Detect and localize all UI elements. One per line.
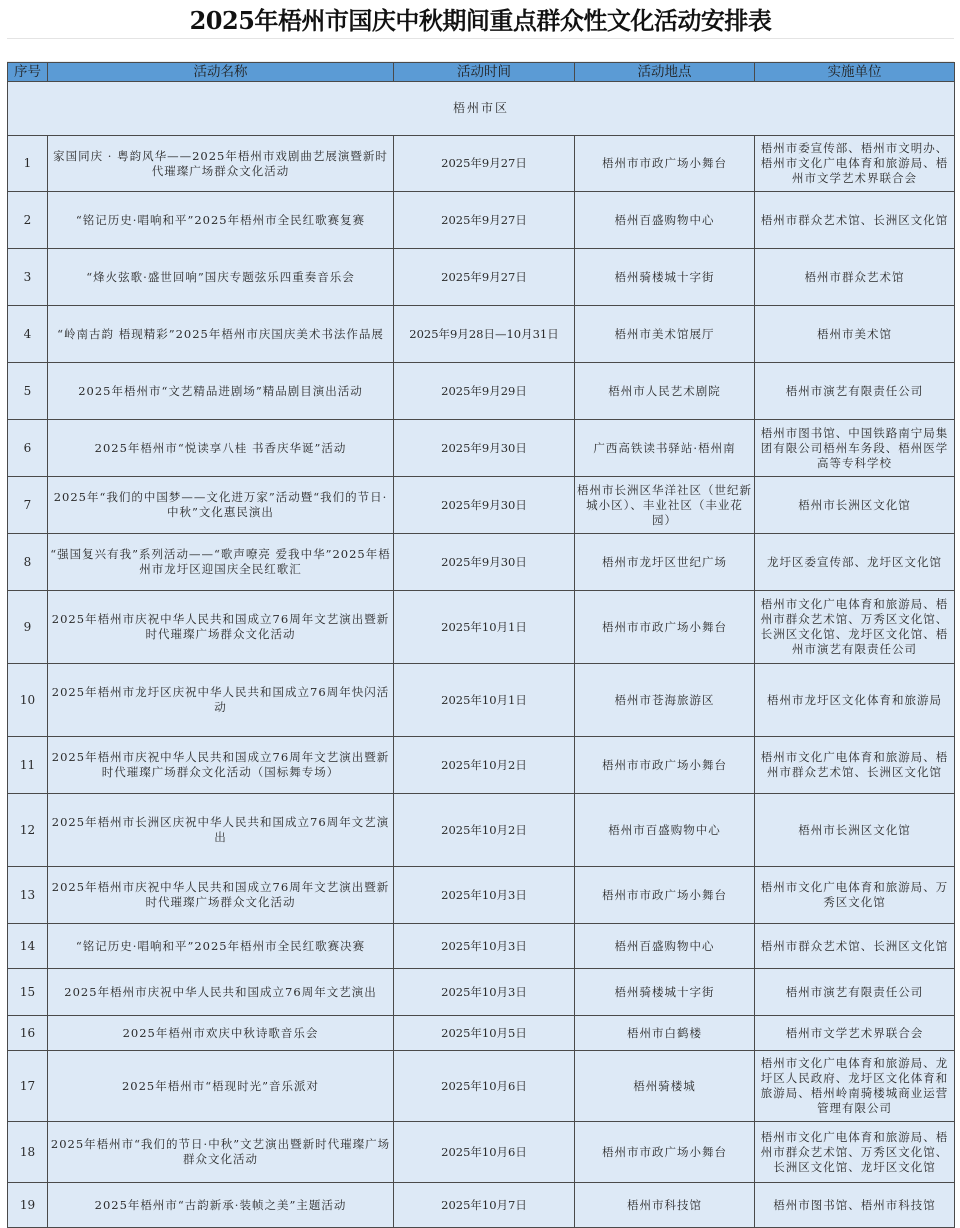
cell-activity-time: 2025年10月3日 — [394, 867, 575, 924]
cell-activity-time: 2025年10月2日 — [394, 737, 575, 794]
cell-activity-place: 梧州骑楼城 — [575, 1051, 755, 1122]
cell-activity-time: 2025年9月27日 — [394, 136, 575, 192]
column-header-seq: 序号 — [8, 63, 48, 82]
cell-seq: 15 — [8, 969, 48, 1016]
cell-activity-time: 2025年10月7日 — [394, 1183, 575, 1228]
cell-activity-place: 梧州市龙圩区世纪广场 — [575, 534, 755, 591]
cell-activity-time: 2025年10月5日 — [394, 1016, 575, 1051]
column-header-name: 活动名称 — [48, 63, 394, 82]
cell-activity-name: 2025年梧州市“梧现时光”音乐派对 — [48, 1051, 394, 1122]
cell-organizer: 梧州市图书馆、梧州市科技馆 — [755, 1183, 955, 1228]
table-row — [8, 534, 955, 591]
cell-activity-name: 2025年梧州市庆祝中华人民共和国成立76周年文艺演出暨新时代璀璨广场群众文化活动（国标舞专场） — [48, 737, 394, 794]
cell-activity-place: 梧州市市政广场小舞台 — [575, 737, 755, 794]
cell-seq: 3 — [8, 249, 48, 306]
cell-activity-name: 2025年梧州市欢庆中秋诗歌音乐会 — [48, 1016, 394, 1051]
cell-activity-name: “烽火弦歌·盛世回响”国庆专题弦乐四重奏音乐会 — [48, 249, 394, 306]
column-header-place: 活动地点 — [575, 63, 755, 82]
cell-seq: 16 — [8, 1016, 48, 1051]
cell-seq: 12 — [8, 794, 48, 867]
cell-activity-place: 梧州市白鹤楼 — [575, 1016, 755, 1051]
cell-activity-name: 2025年梧州市长洲区庆祝中华人民共和国成立76周年文艺演出 — [48, 794, 394, 867]
cell-activity-time: 2025年9月30日 — [394, 534, 575, 591]
cell-organizer: 梧州市文化广电体育和旅游局、梧州市群众艺术馆、万秀区文化馆、长洲区文化馆、龙圩区文化馆 — [755, 1122, 955, 1183]
cell-organizer: 梧州市文化广电体育和旅游局、梧州市群众艺术馆、长洲区文化馆 — [755, 737, 955, 794]
cell-activity-name: 2025年梧州市“我们的节日·中秋”文艺演出暨新时代璀璨广场群众文化活动 — [48, 1122, 394, 1183]
cell-seq: 7 — [8, 477, 48, 534]
table-row — [8, 1122, 955, 1183]
cell-activity-time: 2025年9月30日 — [394, 420, 575, 477]
cell-activity-place: 梧州市百盛购物中心 — [575, 794, 755, 867]
table-row — [8, 192, 955, 249]
cell-activity-name: 2025年梧州市龙圩区庆祝中华人民共和国成立76周年快闪活动 — [48, 664, 394, 737]
cell-activity-place: 梧州骑楼城十字街 — [575, 249, 755, 306]
cell-organizer: 梧州市群众艺术馆、长洲区文化馆 — [755, 192, 955, 249]
table-row — [8, 477, 955, 534]
cell-organizer: 梧州市长洲区文化馆 — [755, 477, 955, 534]
cell-seq: 8 — [8, 534, 48, 591]
table-row — [8, 306, 955, 363]
cell-organizer: 梧州市美术馆 — [755, 306, 955, 363]
cell-activity-place: 广西高铁读书驿站·梧州南 — [575, 420, 755, 477]
cell-seq: 5 — [8, 363, 48, 420]
cell-activity-name: 2025年梧州市“文艺精品进剧场”精品剧目演出活动 — [48, 363, 394, 420]
cell-activity-name: “铭记历史·唱响和平”2025年梧州市全民红歌赛决赛 — [48, 924, 394, 969]
cell-activity-time: 2025年9月30日 — [394, 477, 575, 534]
table-row — [8, 737, 955, 794]
cell-organizer: 梧州市长洲区文化馆 — [755, 794, 955, 867]
cell-seq: 19 — [8, 1183, 48, 1228]
table-row — [8, 924, 955, 969]
cell-seq: 18 — [8, 1122, 48, 1183]
region-row — [8, 82, 955, 136]
table-row — [8, 969, 955, 1016]
cell-activity-place: 梧州市科技馆 — [575, 1183, 755, 1228]
table-row — [8, 1016, 955, 1051]
cell-organizer: 梧州市演艺有限责任公司 — [755, 969, 955, 1016]
cell-activity-time: 2025年10月2日 — [394, 794, 575, 867]
cell-seq: 13 — [8, 867, 48, 924]
cell-organizer: 梧州市委宣传部、梧州市文明办、梧州市文化广电体育和旅游局、梧州市文学艺术界联合会 — [755, 136, 955, 192]
cell-seq: 11 — [8, 737, 48, 794]
cell-activity-place: 梧州百盛购物中心 — [575, 924, 755, 969]
table-row — [8, 420, 955, 477]
cell-activity-place: 梧州市市政广场小舞台 — [575, 136, 755, 192]
cell-activity-time: 2025年10月3日 — [394, 924, 575, 969]
cell-seq: 2 — [8, 192, 48, 249]
cell-activity-time: 2025年9月28日—10月31日 — [394, 306, 575, 363]
cell-seq: 10 — [8, 664, 48, 737]
cell-activity-name: 2025年梧州市“古韵新承·装帧之美”主题活动 — [48, 1183, 394, 1228]
table-row — [8, 867, 955, 924]
cell-seq: 1 — [8, 136, 48, 192]
cell-activity-place: 梧州市市政广场小舞台 — [575, 1122, 755, 1183]
spreadsheet — [7, 0, 954, 1228]
cell-organizer: 梧州市文学艺术界联合会 — [755, 1016, 955, 1051]
cell-seq: 6 — [8, 420, 48, 477]
cell-activity-name: 家国同庆 · 粤韵风华——2025年梧州市戏剧曲艺展演暨新时代璀璨广场群众文化活动 — [48, 136, 394, 192]
cell-activity-place: 梧州市美术馆展厅 — [575, 306, 755, 363]
cell-activity-time: 2025年9月27日 — [394, 249, 575, 306]
cell-organizer: 梧州市演艺有限责任公司 — [755, 363, 955, 420]
table-row — [8, 363, 955, 420]
cell-activity-name: 2025年梧州市庆祝中华人民共和国成立76周年文艺演出暨新时代璀璨广场群众文化活动 — [48, 591, 394, 664]
cell-activity-time: 2025年10月1日 — [394, 591, 575, 664]
cell-seq: 9 — [8, 591, 48, 664]
header-row — [8, 63, 955, 82]
activity-schedule-table — [7, 62, 955, 1228]
cell-activity-place: 梧州市长洲区华洋社区（世纪新城小区）、丰业社区（丰业花园） — [575, 477, 755, 534]
cell-organizer: 梧州市文化广电体育和旅游局、梧州市群众艺术馆、万秀区文化馆、长洲区文化馆、龙圩区文化馆、梧州市演艺有限责任公司 — [755, 591, 955, 664]
cell-activity-place: 梧州市市政广场小舞台 — [575, 591, 755, 664]
cell-organizer: 梧州市群众艺术馆 — [755, 249, 955, 306]
cell-activity-name: 2025年梧州市庆祝中华人民共和国成立76周年文艺演出暨新时代璀璨广场群众文化活动 — [48, 867, 394, 924]
cell-activity-place: 梧州骑楼城十字街 — [575, 969, 755, 1016]
column-header-time: 活动时间 — [394, 63, 575, 82]
cell-activity-name: “强国复兴有我”系列活动——“歌声嘹亮 爱我中华”2025年梧州市龙圩区迎国庆全民红歌汇 — [48, 534, 394, 591]
region-label: 梧州市区 — [8, 82, 955, 136]
cell-organizer: 梧州市龙圩区文化体育和旅游局 — [755, 664, 955, 737]
table-row — [8, 249, 955, 306]
table-row — [8, 1051, 955, 1122]
cell-activity-place: 梧州市苍海旅游区 — [575, 664, 755, 737]
cell-activity-name: 2025年梧州市“悦读享八桂 书香庆华诞”活动 — [48, 420, 394, 477]
cell-organizer: 梧州市文化广电体育和旅游局、龙圩区人民政府、龙圩区文化体育和旅游局、梧州岭南骑楼城商业运营管理有限公司 — [755, 1051, 955, 1122]
cell-activity-name: 2025年梧州市庆祝中华人民共和国成立76周年文艺演出 — [48, 969, 394, 1016]
cell-activity-place: 梧州百盛购物中心 — [575, 192, 755, 249]
column-header-org: 实施单位 — [755, 63, 955, 82]
table-row — [8, 591, 955, 664]
blank-row — [7, 39, 954, 62]
cell-activity-time: 2025年10月1日 — [394, 664, 575, 737]
cell-seq: 4 — [8, 306, 48, 363]
cell-organizer: 梧州市文化广电体育和旅游局、万秀区文化馆 — [755, 867, 955, 924]
cell-activity-time: 2025年9月29日 — [394, 363, 575, 420]
document-title: 2025年梧州市国庆中秋期间重点群众性文化活动安排表 — [7, 0, 954, 39]
cell-activity-time: 2025年10月6日 — [394, 1122, 575, 1183]
table-row — [8, 1183, 955, 1228]
cell-seq: 14 — [8, 924, 48, 969]
cell-activity-name: “铭记历史·唱响和平”2025年梧州市全民红歌赛复赛 — [48, 192, 394, 249]
cell-seq: 17 — [8, 1051, 48, 1122]
table-row — [8, 664, 955, 737]
cell-activity-time: 2025年9月27日 — [394, 192, 575, 249]
cell-activity-time: 2025年10月3日 — [394, 969, 575, 1016]
cell-activity-place: 梧州市人民艺术剧院 — [575, 363, 755, 420]
table-row — [8, 136, 955, 192]
cell-activity-time: 2025年10月6日 — [394, 1051, 575, 1122]
cell-organizer: 梧州市图书馆、中国铁路南宁局集团有限公司梧州车务段、梧州医学高等专科学校 — [755, 420, 955, 477]
cell-organizer: 梧州市群众艺术馆、长洲区文化馆 — [755, 924, 955, 969]
table-row — [8, 794, 955, 867]
cell-activity-name: 2025年“我们的中国梦——文化进万家”活动暨“我们的节日·中秋”文化惠民演出 — [48, 477, 394, 534]
cell-activity-name: “岭南古韵 梧现精彩”2025年梧州市庆国庆美术书法作品展 — [48, 306, 394, 363]
cell-activity-place: 梧州市市政广场小舞台 — [575, 867, 755, 924]
cell-organizer: 龙圩区委宣传部、龙圩区文化馆 — [755, 534, 955, 591]
